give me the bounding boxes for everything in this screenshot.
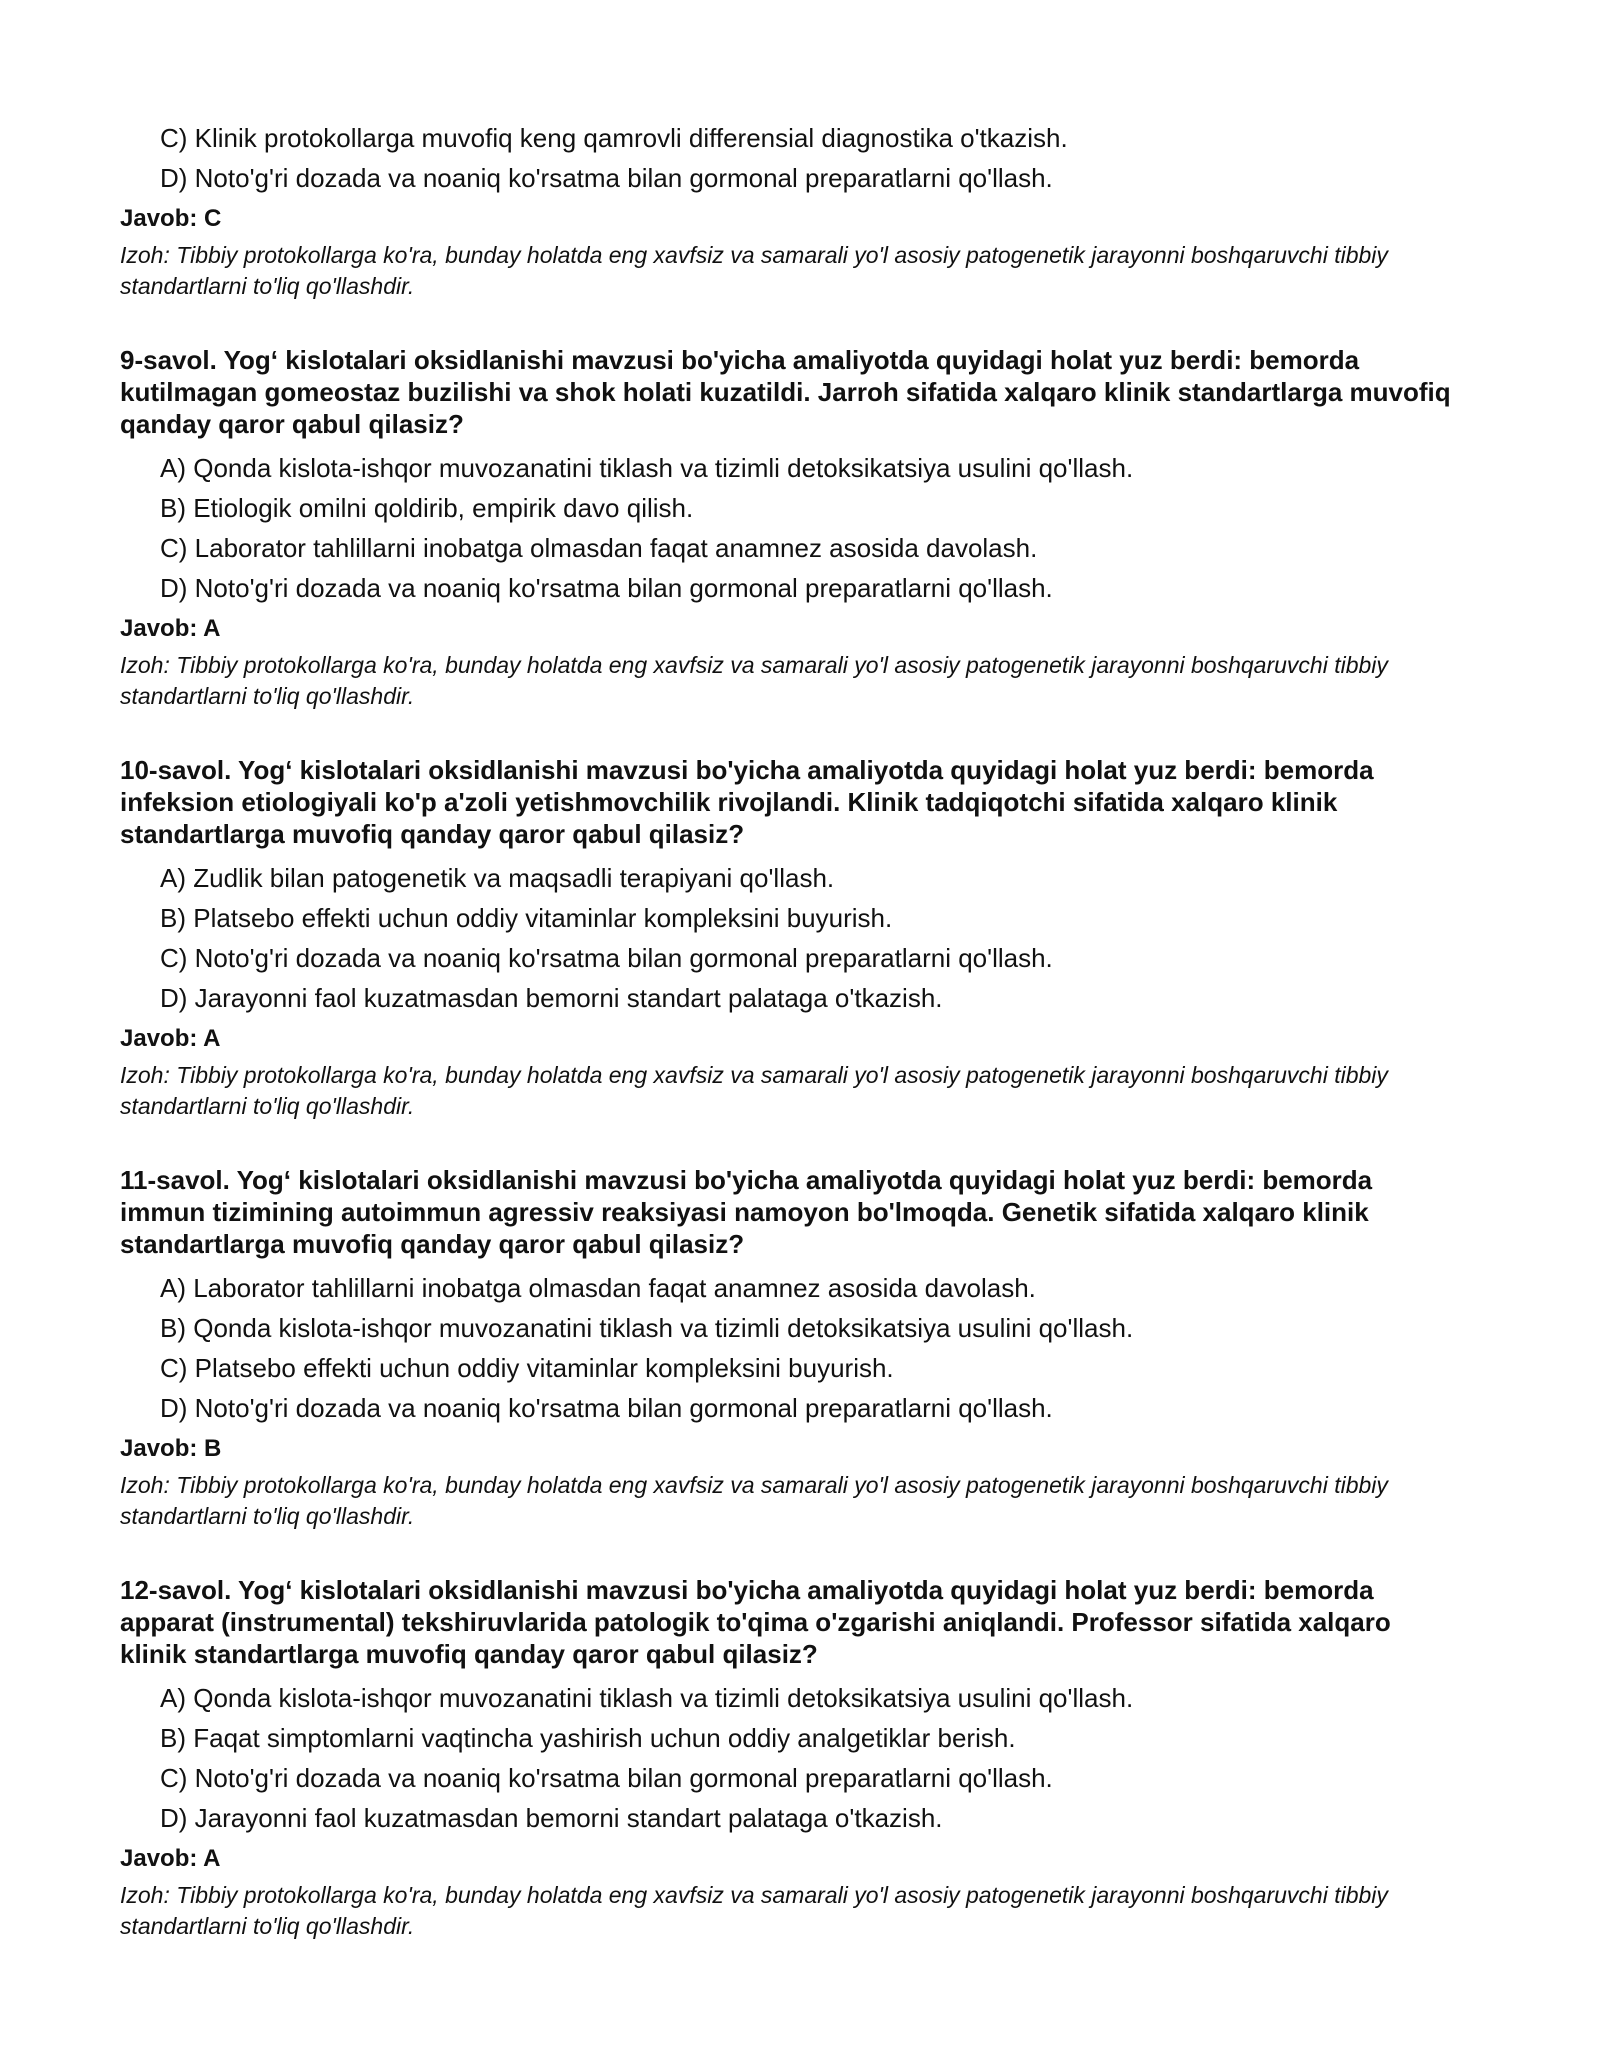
answer: Javob: B <box>120 1435 222 1462</box>
option-a: A) Qonda kislota-ishqor muvozanatini tiklash va tizimli detoksikatsiya usulini qo'llash. <box>160 1683 1134 1713</box>
explanation-note: Izoh: Tibbiy protokollarga ko'ra, bunday holatda eng xavfsiz va samarali yo'l asosiy patogenetik jarayonni boshqaruvchi tibbiy standartlarni to'liq qo'llashdir. <box>120 1882 1388 1939</box>
option-a: A) Qonda kislota-ishqor muvozanatini tiklash va tizimli detoksikatsiya usulini qo'llash. <box>160 453 1134 483</box>
question-10 <box>120 754 1460 1122</box>
answer: Javob: A <box>120 615 221 642</box>
option-d: D) Noto'g'ri dozada va noaniq ko'rsatma bilan gormonal preparatlarni qo'llash. <box>160 1393 1053 1423</box>
answer: Javob: A <box>120 1845 221 1872</box>
options-list <box>120 118 1460 198</box>
option-d: D) Jarayonni faol kuzatmasdan bemorni standart palataga o'tkazish. <box>160 1803 943 1833</box>
options-list <box>120 1678 1460 1838</box>
question-text: 10-savol. Yog‘ kislotalari oksidlanishi mavzusi bo'yicha amaliyotda quyidagi holat yuz berdi: bemorda infeksion etiologiyali ko'p a'zoli yetishmovchilik rivojlandi. Klinik tadqiqotchi sifatida xalqaro klinik standartlarga muvofiq qanday qaror qabul qilasiz? <box>120 755 1374 849</box>
option-d: D) Jarayonni faol kuzatmasdan bemorni standart palataga o'tkazish. <box>160 983 943 1013</box>
explanation-note: Izoh: Tibbiy protokollarga ko'ra, bunday holatda eng xavfsiz va samarali yo'l asosiy patogenetik jarayonni boshqaruvchi tibbiy standartlarni to'liq qo'llashdir. <box>120 1062 1388 1119</box>
option-a: A) Zudlik bilan patogenetik va maqsadli terapiyani qo'llash. <box>160 863 835 893</box>
option-b: B) Qonda kislota-ishqor muvozanatini tiklash va tizimli detoksikatsiya usulini qo'llash. <box>160 1313 1134 1343</box>
options-list <box>120 1268 1460 1428</box>
options-list <box>120 858 1460 1018</box>
explanation-note: Izoh: Tibbiy protokollarga ko'ra, bunday holatda eng xavfsiz va samarali yo'l asosiy patogenetik jarayonni boshqaruvchi tibbiy standartlarni to'liq qo'llashdir. <box>120 652 1388 709</box>
option-c: C) Noto'g'ri dozada va noaniq ko'rsatma bilan gormonal preparatlarni qo'llash. <box>160 1763 1053 1793</box>
explanation-note: Izoh: Tibbiy protokollarga ko'ra, bunday holatda eng xavfsiz va samarali yo'l asosiy patogenetik jarayonni boshqaruvchi tibbiy standartlarni to'liq qo'llashdir. <box>120 242 1388 299</box>
option-b: B) Platsebo effekti uchun oddiy vitaminlar kompleksini buyurish. <box>160 903 893 933</box>
option-b: B) Faqat simptomlarni vaqtincha yashirish uchun oddiy analgetiklar berish. <box>160 1723 1016 1753</box>
question-9 <box>120 344 1460 712</box>
option-c: C) Klinik protokollarga muvofiq keng qamrovli differensial diagnostika o'tkazish. <box>160 123 1068 153</box>
answer: Javob: C <box>120 205 222 232</box>
option-d: D) Noto'g'ri dozada va noaniq ko'rsatma bilan gormonal preparatlarni qo'llash. <box>160 573 1053 603</box>
option-d: D) Noto'g'ri dozada va noaniq ko'rsatma bilan gormonal preparatlarni qo'llash. <box>160 163 1053 193</box>
option-b: B) Etiologik omilni qoldirib, empirik davo qilish. <box>160 493 694 523</box>
explanation-note: Izoh: Tibbiy protokollarga ko'ra, bunday holatda eng xavfsiz va samarali yo'l asosiy patogenetik jarayonni boshqaruvchi tibbiy standartlarni to'liq qo'llashdir. <box>120 1472 1388 1529</box>
question-11 <box>120 1164 1460 1532</box>
option-a: A) Laborator tahlillarni inobatga olmasdan faqat anamnez asosida davolash. <box>160 1273 1036 1303</box>
document-page <box>120 118 1460 1942</box>
option-c: C) Noto'g'ri dozada va noaniq ko'rsatma bilan gormonal preparatlarni qo'llash. <box>160 943 1053 973</box>
question-text: 12-savol. Yog‘ kislotalari oksidlanishi mavzusi bo'yicha amaliyotda quyidagi holat yuz berdi: bemorda apparat (instrumental) tekshiruvlarida patologik to'qima o'zgarishi aniqlandi. Professor sifatida xalqaro klinik standartlarga muvofiq qanday qaror qabul qilasiz? <box>120 1575 1391 1669</box>
option-c: C) Platsebo effekti uchun oddiy vitaminlar kompleksini buyurish. <box>160 1353 894 1383</box>
question-text: 11-savol. Yog‘ kislotalari oksidlanishi mavzusi bo'yicha amaliyotda quyidagi holat yuz berdi: bemorda immun tizimining autoimmun agressiv reaksiyasi namoyon bo'lmoqda. Genetik sifatida xalqaro klinik standartlarga muvofiq qanday qaror qabul qilasiz? <box>120 1165 1373 1259</box>
question-12 <box>120 1574 1460 1942</box>
option-c: C) Laborator tahlillarni inobatga olmasdan faqat anamnez asosida davolash. <box>160 533 1038 563</box>
answer: Javob: A <box>120 1025 221 1052</box>
options-list <box>120 448 1460 608</box>
question-text: 9-savol. Yog‘ kislotalari oksidlanishi mavzusi bo'yicha amaliyotda quyidagi holat yuz berdi: bemorda kutilmagan gomeostaz buzilishi va shok holati kuzatildi. Jarroh sifatida xalqaro klinik standartlarga muvofiq qanday qaror qabul qilasiz? <box>120 345 1451 439</box>
question-8-continuation <box>120 118 1460 302</box>
